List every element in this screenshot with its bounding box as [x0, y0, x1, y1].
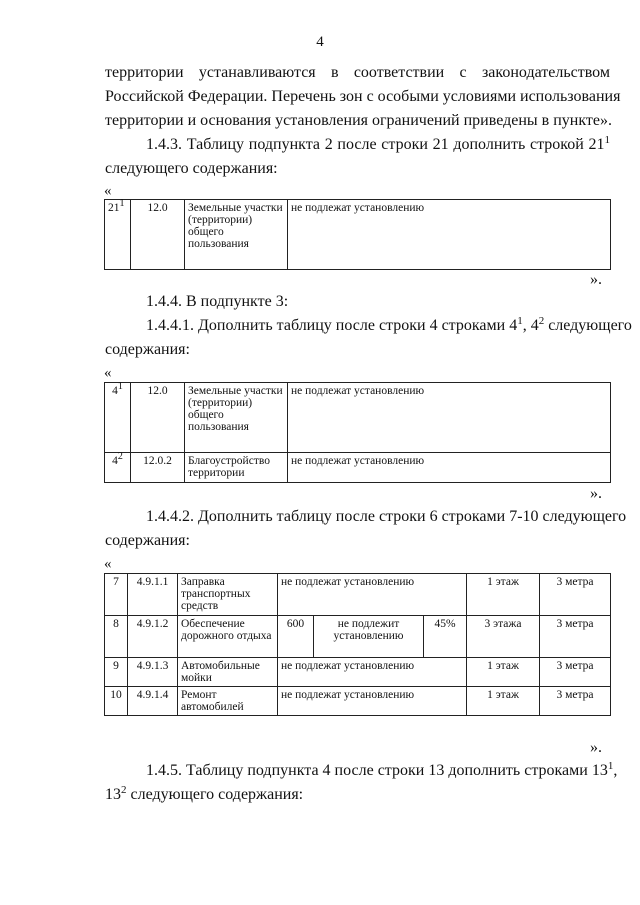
paragraph-line: содержания:	[105, 532, 190, 549]
paragraph-line: Российской Федерации. Перечень зон с особыми условиями использования	[105, 88, 621, 105]
paragraph-line: 1.4.4.2. Дополнить таблицу после строки 6 строками 7-10 следующего	[146, 508, 627, 525]
height-cell: 3 метра	[540, 687, 611, 716]
paragraph-line: следующего содержания:	[105, 160, 278, 177]
value-cell: не подлежат установлению	[278, 658, 467, 687]
code-cell: 4.9.1.2	[128, 616, 178, 658]
max-area-cell: не подлежит установлению	[314, 616, 424, 658]
value-cell: не подлежат установлению	[278, 574, 467, 616]
name-cell: Земельные участки (территории) общего пользования	[185, 383, 288, 453]
value-cell: не подлежат установлению	[288, 453, 611, 483]
paragraph-line: территории и основания установления ограничений приведены в пункте».	[105, 112, 612, 129]
value-cell: не подлежат установлению	[288, 383, 611, 453]
name-cell: Автомобильные мойки	[178, 658, 278, 687]
closing-quote: ».	[590, 739, 602, 756]
code-cell: 12.0	[131, 200, 185, 270]
page-number: 4	[316, 34, 324, 50]
superscript: 2	[121, 784, 127, 796]
opening-quote: «	[104, 183, 112, 199]
name-cell: Ремонт автомобилей	[178, 687, 278, 716]
height-cell: 3 метра	[540, 574, 611, 616]
opening-quote: «	[104, 556, 112, 572]
row-number: 7	[105, 574, 128, 616]
paragraph-line: 1.4.4. В подпункте 3:	[146, 293, 289, 310]
floors-cell: 1 этаж	[467, 687, 540, 716]
name-cell: Земельные участки (территории) общего пользования	[185, 200, 288, 270]
table-row	[105, 616, 611, 658]
name-cell: Обеспечение дорожного отдыха	[178, 616, 278, 658]
code-cell: 4.9.1.1	[128, 574, 178, 616]
paragraph-line: 1.4.3. Таблицу подпункта 2 после строки 21 дополнить строкой $21^1$	[146, 134, 610, 153]
floors-cell: 3 этажа	[467, 616, 540, 658]
table-3	[104, 573, 611, 716]
row-number: 8	[105, 616, 128, 658]
height-cell: 3 метра	[540, 616, 611, 658]
paragraph-line: территории устанавливаются в соответствии с законодательством	[105, 64, 610, 81]
min-area-cell: 600	[278, 616, 314, 658]
height-cell: 3 метра	[540, 658, 611, 687]
superscript: 2	[538, 315, 545, 327]
row-number: 10	[105, 687, 128, 716]
coverage-cell: 45%	[424, 616, 467, 658]
code-cell: 4.9.1.3	[128, 658, 178, 687]
table-row	[105, 574, 611, 616]
table-row	[105, 200, 611, 270]
superscript: 1	[604, 134, 610, 146]
code-cell: 4.9.1.4	[128, 687, 178, 716]
name-cell: Заправка транспортных средств	[178, 574, 278, 616]
table-row	[105, 658, 611, 687]
floors-cell: 1 этаж	[467, 574, 540, 616]
value-cell: не подлежат установлению	[278, 687, 467, 716]
name-cell: Благоустройство территории	[185, 453, 288, 483]
table-row	[105, 687, 611, 716]
paragraph-line: 1.4.5. Таблицу подпункта 4 после строки 13 дополнить строками $13^1$,	[146, 760, 618, 779]
code-cell: 12.0.2	[131, 453, 185, 483]
table-row	[105, 453, 611, 483]
table-row	[105, 383, 611, 453]
paragraph-line: $13^2$ следующего содержания:	[105, 784, 304, 803]
superscript: 1	[517, 315, 523, 327]
opening-quote: «	[104, 365, 112, 381]
row-number: $4^1$	[105, 383, 131, 453]
paragraph-line: содержания:	[105, 341, 190, 358]
row-number: $21^1$	[105, 200, 131, 270]
row-number: 9	[105, 658, 128, 687]
closing-quote: ».	[590, 485, 602, 502]
table-1	[104, 199, 611, 270]
superscript: 1	[607, 760, 614, 772]
row-number: $4^2$	[105, 453, 131, 483]
closing-quote: ».	[590, 271, 602, 288]
floors-cell: 1 этаж	[467, 658, 540, 687]
table-2	[104, 382, 611, 483]
code-cell: 12.0	[131, 383, 185, 453]
value-cell: не подлежат установлению	[288, 200, 611, 270]
paragraph-line: 1.4.4.1. Дополнить таблицу после строки 4 строками $4^1$, $4^2$ следующего	[146, 315, 632, 334]
